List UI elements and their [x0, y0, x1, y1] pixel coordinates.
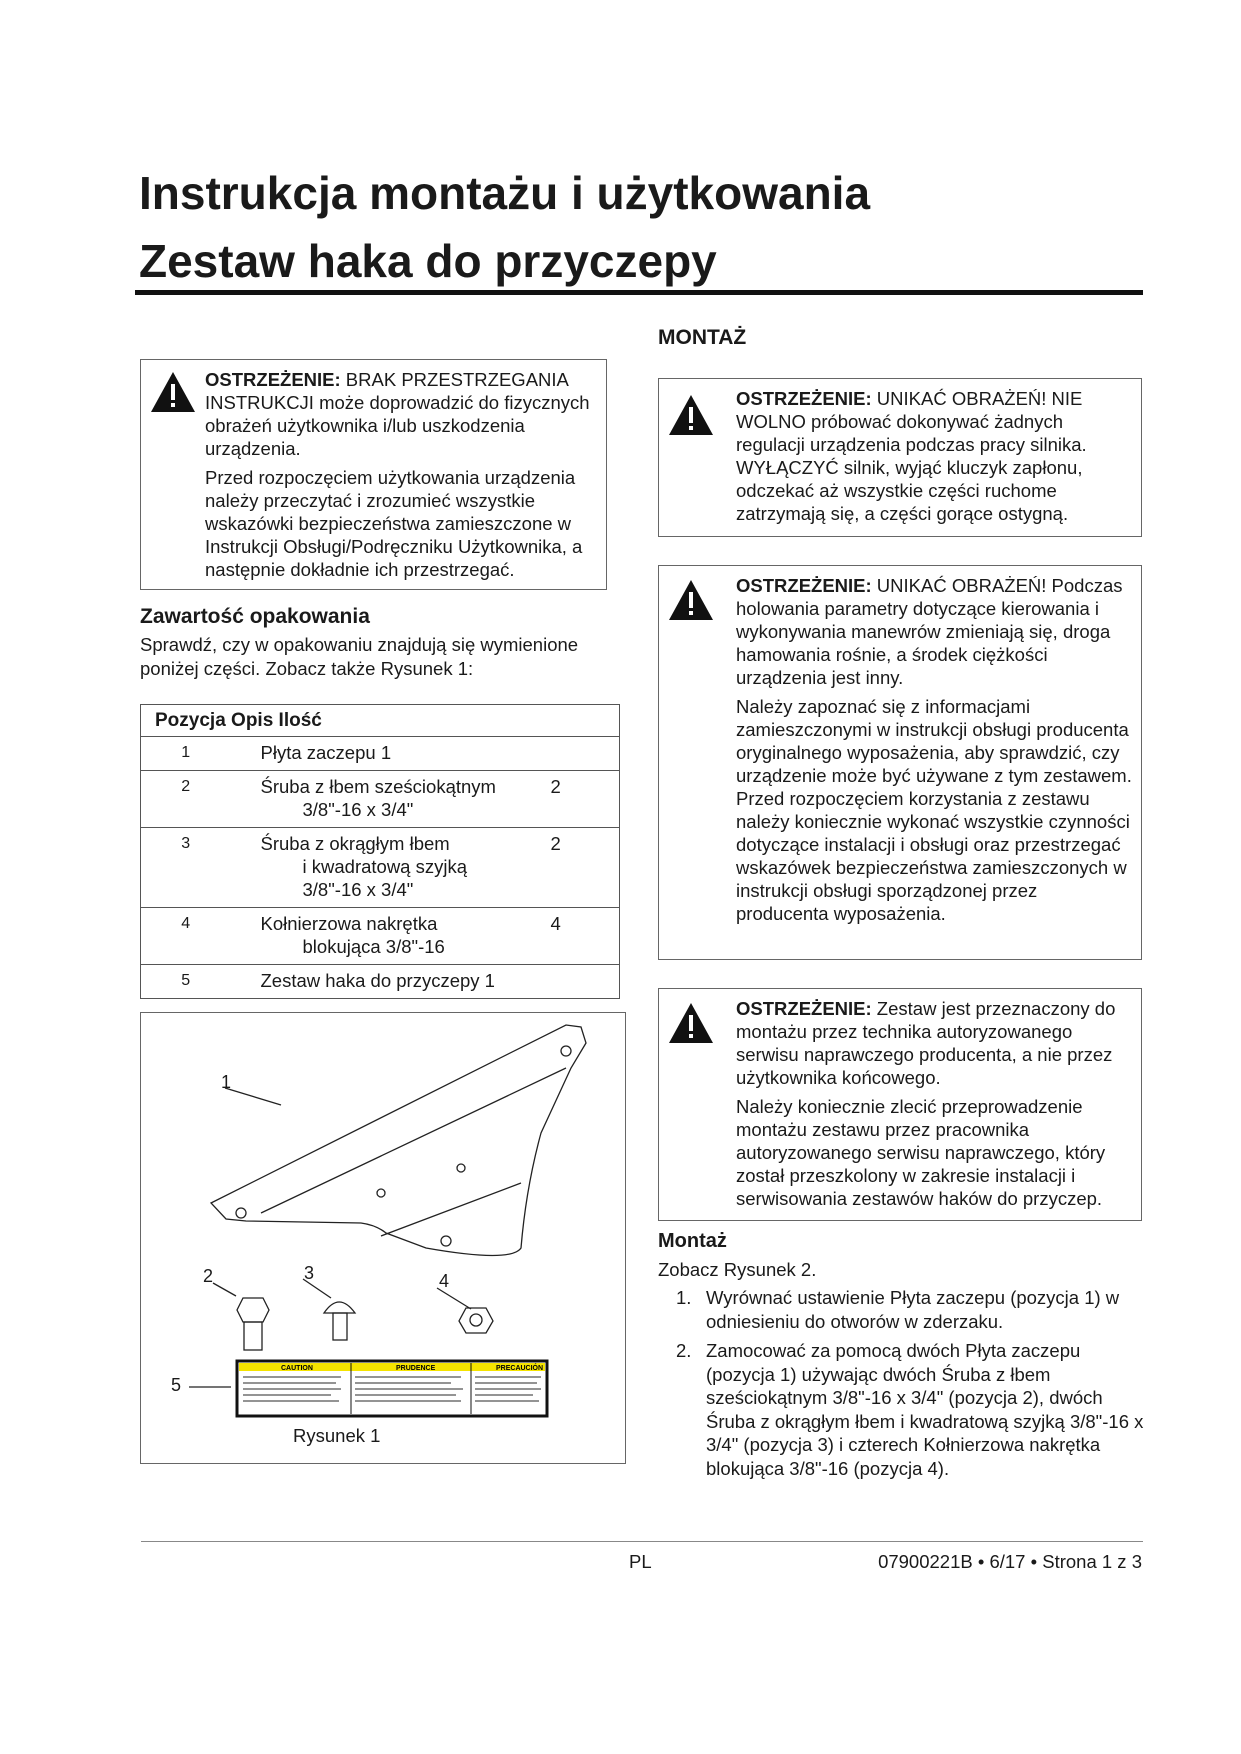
hitch-parts-drawing — [141, 1013, 625, 1463]
warning-label: OSTRZEŻENIE: — [736, 388, 872, 409]
footer-language: PL — [629, 1551, 652, 1572]
warning-label: OSTRZEŻENIE: — [736, 998, 872, 1019]
desc-line3: 3/8"-16 x 3/4" — [302, 879, 414, 900]
warning-box-4 — [658, 988, 1142, 1221]
list-item — [658, 1339, 1148, 1480]
pos: 5 — [141, 965, 261, 999]
warning-text-2: Należy koniecznie zlecić przeprowadzenie montażu zestawu przez pracownika autoryzowanego serwisu naprawczego, który został przeszkolony w zakresie instalacji i serwisowania zestawów haków do przyczep. — [736, 1096, 1106, 1209]
contents-heading: Zawartość opakowania — [140, 605, 370, 628]
section-heading: MONTAŻ — [658, 326, 747, 349]
parts-table — [140, 704, 620, 999]
qty — [551, 737, 620, 771]
desc-line2: blokująca 3/8"-16 — [302, 936, 445, 957]
table-row — [141, 908, 620, 965]
assembly-intro: Zobacz Rysunek 2. — [658, 1259, 817, 1280]
pos: 1 — [141, 737, 261, 771]
warning-text: BRAK PRZESTRZEGANIA INSTRUKCJI może doprowadzić do fizycznych obrażeń użytkownika i/lub uszkodzenia urządzenia. — [205, 369, 590, 459]
callout-3: 3 — [304, 1263, 315, 1283]
warning-icon — [667, 1001, 715, 1045]
contents-text: Sprawdź, czy w opakowaniu znajdują się wymienione poniżej części. Zobacz także Rysunek 1: — [140, 634, 579, 679]
qty: 4 — [551, 908, 620, 965]
decal-precaucion: PRECAUCIÓN — [496, 1365, 544, 1372]
step-number: 1. — [676, 1287, 692, 1308]
pos: 3 — [141, 828, 261, 908]
callout-1: 1 — [221, 1072, 232, 1092]
table-header: Pozycja Opis Ilość — [155, 710, 322, 731]
desc: Śruba z łbem sześciokątnym — [260, 776, 496, 797]
step-text: Wyrównać ustawienie Płyta zaczepu (pozycja 1) w odniesieniu do otworów w zderzaku. — [706, 1287, 1120, 1332]
table-row — [141, 737, 620, 771]
callout-4: 4 — [439, 1271, 450, 1291]
desc-line2: i kwadratową szyjką — [302, 856, 468, 877]
desc: Płyta zaczepu 1 — [260, 742, 392, 763]
figure-caption: Rysunek 1 — [293, 1425, 381, 1446]
qty — [551, 965, 620, 999]
assembly-steps — [658, 1286, 1148, 1486]
step-number: 2. — [676, 1340, 692, 1361]
pos: 4 — [141, 908, 261, 965]
step-text: Zamocować za pomocą dwóch Płyta zaczepu (pozycja 1) używając dwóch Śruba z łbem sześciokątnym 3/8"-16 x 3/4" (pozycja 2), dwóch Śruba z okrągłym łbem i kwadratową szyjką 3/8"-16 x 3/4" (pozycja 3) i czterech Kołnierzowa nakrętka blokująca 3/8"-16 (pozycja 4). — [706, 1340, 1144, 1479]
list-item — [658, 1286, 1148, 1333]
warning-text: UNIKAĆ OBRAŻEŃ! NIE WOLNO próbować dokonywać żadnych regulacji urządzenia podczas pracy silnika. WYŁĄCZYĆ silnik, wyjąć kluczyk zapłonu, odczekać aż wszystkie części ruchome zatrzymają się, a części gorące ostygną. — [736, 388, 1087, 524]
table-row — [141, 828, 620, 908]
warning-label: OSTRZEŻENIE: — [736, 575, 872, 596]
warning-icon — [667, 578, 715, 622]
table-row — [141, 771, 620, 828]
warning-text-2: Przed rozpoczęciem użytkowania urządzenia należy przeczytać i zrozumieć wszystkie wskazówki bezpieczeństwa zamieszczone w Instrukcji Obsługi/Podręczniku Użytkownika, a następnie dokładnie ich przestrzegać. — [205, 467, 583, 580]
footer-rule — [141, 1541, 1143, 1542]
warning-box-3 — [658, 565, 1142, 960]
decal-caution: CAUTION — [281, 1365, 313, 1372]
warning-box-2 — [658, 378, 1142, 537]
qty: 2 — [551, 828, 620, 908]
desc-line2: 3/8"-16 x 3/4" — [302, 799, 414, 820]
table-row — [141, 965, 620, 999]
pos: 2 — [141, 771, 261, 828]
qty: 2 — [551, 771, 620, 828]
warning-label: OSTRZEŻENIE: — [205, 369, 341, 390]
callout-2: 2 — [203, 1266, 214, 1286]
decal-prudence: PRUDENCE — [396, 1365, 436, 1372]
warning-text-2: Należy zapoznać się z informacjami zamieszczonymi w instrukcji obsługi producenta oryginalnego wyposażenia, aby sprawdzić, czy urządzenie może być używane z tym zestawem. Przed rozpoczęciem korzystania z zestawu należy koniecznie wykonać wszystkie czynności dotyczące instalacji i obsługi oraz przestrzegać wskazówek bezpieczeństwa zamieszczonych w instrukcji obsługi sporządzonej przez producenta wyposażenia. — [736, 696, 1132, 924]
desc: Zestaw haka do przyczepy 1 — [260, 970, 495, 991]
title-line1: Instrukcja montażu i użytkowania — [139, 167, 871, 219]
warning-decal — [237, 1361, 547, 1416]
warning-icon — [667, 393, 715, 437]
desc: Kołnierzowa nakrętka — [260, 913, 438, 934]
title-rule — [135, 290, 1143, 295]
warning-box-1 — [140, 359, 607, 590]
figure-1 — [140, 1012, 626, 1464]
warning-text: Zestaw jest przeznaczony do montażu przez technika autoryzowanego serwisu naprawczego producenta, a nie przez użytkownika końcowego. — [736, 998, 1116, 1088]
title-line2: Zestaw haka do przyczepy — [139, 235, 717, 287]
warning-text: UNIKAĆ OBRAŻEŃ! Podczas holowania parametry dotyczące kierowania i wykonywania manewrów zmieniają się, droga hamowania rośnie, a środek ciężkości urządzenia jest inny. — [736, 575, 1123, 688]
assembly-heading: Montaż — [658, 1230, 727, 1252]
footer-doc-info: 07900221B • 6/17 • Strona 1 z 3 — [878, 1551, 1142, 1572]
warning-icon — [149, 370, 197, 414]
callout-5: 5 — [171, 1375, 182, 1395]
desc: Śruba z okrągłym łbem — [260, 833, 450, 854]
